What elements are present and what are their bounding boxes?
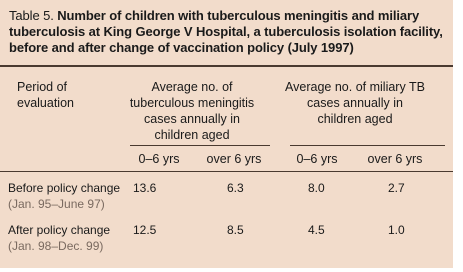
table-cell: 6.3	[227, 181, 244, 195]
header-rule	[0, 65, 453, 67]
miliary-sub-rule	[290, 145, 445, 146]
age-col-header: 0–6 yrs	[138, 152, 180, 166]
row-dates: (Jan. 95–June 97)	[8, 197, 105, 211]
table-cell: 12.5	[133, 223, 157, 237]
row-dates: (Jan. 98–Dec. 99)	[8, 239, 104, 253]
table-cell: 8.5	[227, 223, 244, 237]
miliary-group-header: Average no. of miliary TB cases annually in children aged	[285, 80, 425, 126]
table-caption	[9, 8, 449, 56]
row-period: Before policy change	[8, 181, 121, 195]
age-col-header: over 6 yrs	[206, 152, 262, 166]
age-col-header: over 6 yrs	[367, 152, 423, 166]
body-rule	[0, 171, 453, 172]
table-cell: 2.7	[388, 181, 405, 195]
row-period: After policy change	[8, 223, 111, 237]
tbm-sub-rule	[130, 145, 270, 146]
table-label: Table 5.	[9, 8, 54, 23]
table-cell: 4.5	[308, 223, 325, 237]
age-col-header: 0–6 yrs	[296, 152, 338, 166]
table-cell: 1.0	[388, 223, 405, 237]
table-cell: 13.6	[133, 181, 157, 195]
table-cell: 8.0	[308, 181, 325, 195]
period-header: Period of evaluation	[17, 80, 74, 110]
tbm-group-header: Average no. of tuberculous meningitis cases annually in children aged	[129, 80, 255, 142]
table-title: Number of children with tuberculous meningitis and miliary tuberculosis at King George V Hospital, a tuberculosis isolation facility, before and after change of vaccination policy (July 1997)	[9, 8, 443, 55]
